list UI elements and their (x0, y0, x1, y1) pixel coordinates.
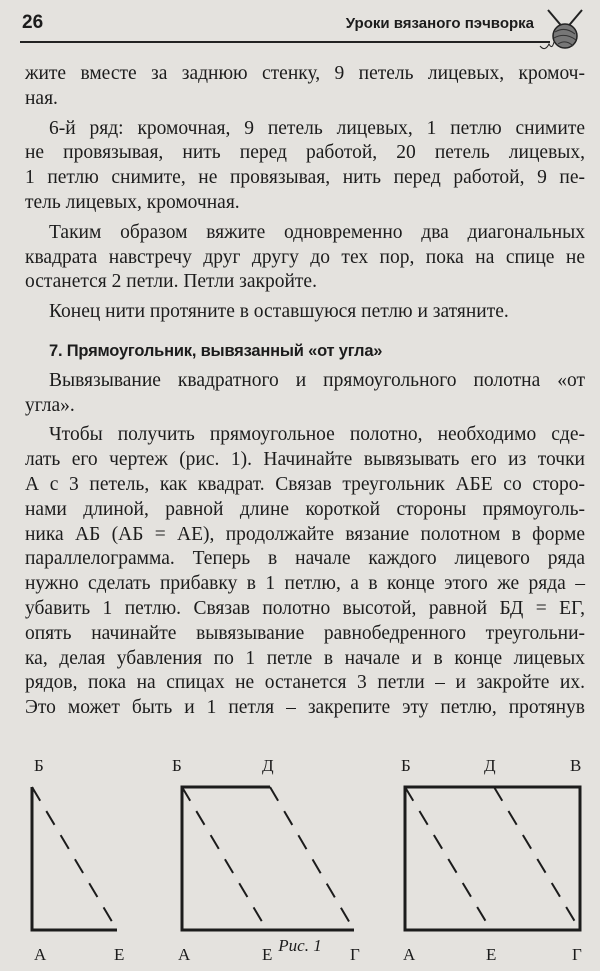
label-b: Б (34, 756, 44, 775)
running-title: Уроки вязаного пэчворка (345, 15, 534, 32)
text-line: опять начинайте вывязывание равнобедренного треугольни- (25, 622, 585, 644)
text-line: А с 3 петель, как квадрат. Связав треугольник АБЕ со сторо- (25, 473, 585, 495)
text-line: тель лицевых, кромочная. (25, 191, 240, 213)
text-line: не провязывая, нить перед работой, 20 петель лицевых, (25, 142, 585, 164)
text-line: рядов, пока на спицах не останется 3 петли – и закройте их. (25, 672, 585, 694)
paragraph (25, 369, 585, 419)
label-d: Д (484, 756, 496, 775)
text-line: квадрата навстречу друг другу до тех пор, пока на спице не (25, 246, 585, 268)
text-line: останется 2 петли. Петли закройте. (25, 271, 317, 293)
label-v: В (570, 756, 582, 775)
text-line: 6-й ряд: кромочная, 9 петель лицевых, 1 петлю снимите (49, 117, 585, 139)
text-line: Таким образом вяжите одновременно два диагональных (49, 221, 585, 243)
label-d: Д (262, 756, 274, 775)
label-g: Г (350, 945, 360, 964)
label-a: А (178, 945, 191, 964)
label-e: Е (262, 945, 273, 964)
triangle-abe (32, 787, 117, 930)
label-a: А (403, 945, 416, 964)
text-line: нужно сделать прибавку в 1 петлю, а в конце этого же ряда – (25, 573, 585, 595)
header-rule (20, 41, 550, 43)
yarn-ball-with-needles-icon (540, 6, 590, 52)
text-line: жите вместе за заднюю стенку, 9 петель лицевых, кромоч- (25, 63, 585, 84)
paragraph (25, 300, 585, 325)
paragraph (25, 62, 585, 112)
text-line: параллелограмма. Теперь в начале каждого лицевого ряда (25, 548, 585, 570)
label-g: Г (572, 945, 582, 964)
text-line: нами длиной, равной длине короткой стороны прямоуголь- (25, 498, 585, 520)
body-text (25, 62, 585, 721)
section-heading (25, 339, 585, 364)
label-b: Б (172, 756, 182, 775)
label-a: А (34, 945, 47, 964)
text-line: 7. Прямоугольник, вывязанный «от угла» (49, 341, 383, 360)
text-line: Конец нити протяните в оставшуюся петлю и затяните. (49, 301, 509, 323)
rectangle-abvg (405, 787, 580, 930)
paragraph (25, 423, 585, 721)
label-e: Е (114, 945, 125, 964)
text-line: Вывязывание квадратного и прямоугольного полотна «от (49, 369, 585, 391)
paragraph (25, 117, 585, 216)
text-line: Это может быть и 1 петля – закрепите эту петлю, протянув (25, 697, 585, 719)
text-line: угла». (25, 394, 75, 416)
label-b: Б (401, 756, 411, 775)
figure-caption: Рис. 1 (278, 936, 322, 955)
text-line: ная. (25, 87, 58, 109)
text-line: убавить 1 петлю. Связав полотно высотой, равной БД = ЕГ, (25, 597, 585, 619)
paragraph (25, 221, 585, 295)
text-line: лать его чертеж (рис. 1). Начинайте вывязывать его из точки (25, 449, 585, 471)
text-line: Чтобы получить прямоугольное полотно, необходимо сде- (49, 424, 585, 446)
page-number: 26 (22, 12, 44, 33)
text-line: ка, делая убавления по 1 петле в начале и в конце лицевых (25, 647, 585, 669)
parallelogram-abde-g (182, 787, 354, 930)
text-line: 1 петлю снимите, не провязывая, нить перед работой, 9 пе- (25, 167, 585, 189)
label-e: Е (486, 945, 497, 964)
text-line: ника АБ (АБ = АЕ), продолжайте вязание полотном в форме (25, 523, 585, 545)
